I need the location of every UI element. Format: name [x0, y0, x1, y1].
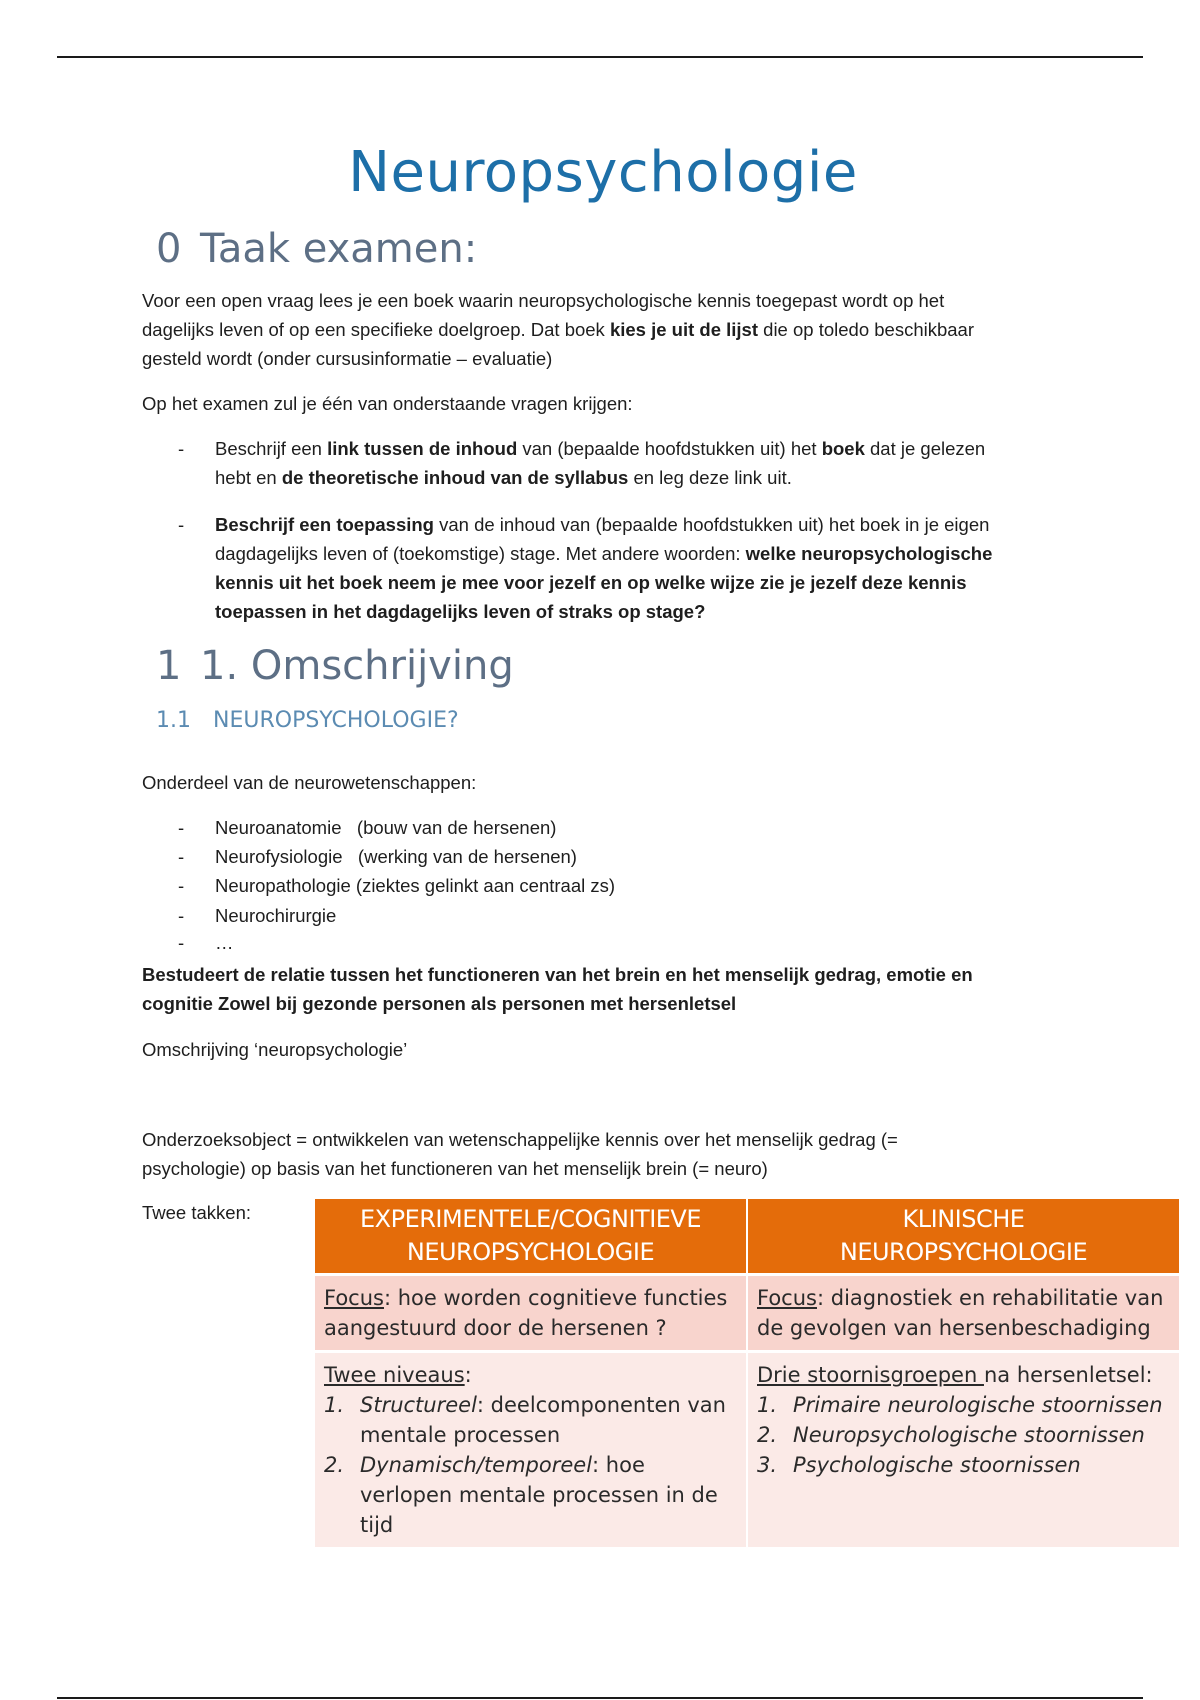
text-run: van de inhoud van (bepaalde hoofdstukken uit) het boek in je eigen [433, 514, 990, 535]
onderzoeksobject-paragraph [142, 1125, 1072, 1183]
list-item [324, 1450, 737, 1540]
bold-run: boek [821, 438, 865, 459]
omschrijving-label: Omschrijving ‘neuropsychologie’ [142, 1039, 408, 1060]
table-row [315, 1275, 1179, 1352]
text-line [215, 597, 1072, 626]
italic-term: Psychologische stoornissen [793, 1453, 1081, 1477]
list-text: Neurofysiologie (werking van de hersenen) [215, 846, 577, 867]
table-cell-niveaus [315, 1352, 747, 1548]
list-dash: - [178, 932, 185, 953]
niveaus-list [324, 1390, 737, 1540]
subsection-title: NEUROPSYCHOLOGIE? [213, 708, 459, 733]
text-run: en leg deze link uit. [628, 467, 792, 488]
italic-term: Dynamisch/temporeel [360, 1453, 593, 1477]
list-dash: - [178, 875, 185, 896]
list-dash: - [178, 905, 185, 926]
header-line: EXPERIMENTELE/COGNITIEVE [359, 1205, 702, 1233]
subsection-number: 1.1 [156, 708, 191, 733]
list-item [757, 1390, 1170, 1420]
list-number: 2. [757, 1423, 778, 1447]
exam-questions-intro: Op het examen zul je één van onderstaande vragen krijgen: [142, 393, 633, 414]
bold-run: Beschrijf een toepassing [215, 514, 434, 535]
header-rule [57, 56, 1143, 58]
cell-text: na hersenletsel: [983, 1363, 1153, 1387]
table-cell-focus-experimenteel [315, 1275, 747, 1352]
table-header-experimenteel [315, 1199, 747, 1275]
bold-run: de theoretische inhoud van de syllabus [281, 467, 629, 488]
cell-text: : [464, 1363, 472, 1387]
text-line [142, 315, 1072, 344]
section-heading-taak-examen [156, 226, 477, 272]
text-run: van (bepaalde hoofdstukken uit) het [517, 438, 822, 459]
table-header-klinisch [747, 1199, 1179, 1275]
text-line: gesteld wordt (onder cursusinformatie – evaluatie) [142, 348, 553, 369]
italic-term: Primaire neurologische stoornissen [793, 1393, 1163, 1417]
section-title: 1. Omschrijving [200, 643, 514, 689]
text-run: dat je gelezen [864, 438, 986, 459]
list-text [215, 510, 1072, 626]
header-line: NEUROPSYCHOLOGIE [839, 1238, 1088, 1266]
list-dash: - [178, 846, 185, 867]
header-line: NEUROPSYCHOLOGIE [406, 1238, 655, 1266]
bold-run: welke neuropsychologische [745, 543, 993, 564]
list-text: … [215, 932, 234, 953]
text-line: Voor een open vraag lees je een boek waarin neuropsychologische kennis toegepast wordt op het [142, 290, 945, 311]
list-item [757, 1420, 1170, 1450]
underlined-label: Twee niveaus [324, 1363, 465, 1387]
section-title: Taak examen: [200, 226, 478, 272]
table-row [315, 1352, 1179, 1548]
cell-text: : hoe worden cognitieve functies aangestuurd door de hersenen ? [324, 1286, 728, 1340]
document-title: Neuropsychologie [348, 140, 858, 205]
text-run: dagdagelijks leven of (toekomstige) stage. Met andere woorden: [215, 543, 746, 564]
footer-rule [57, 1697, 1143, 1699]
list-item [324, 1390, 737, 1450]
list-text: Neuropathologie (ziektes gelinkt aan centraal zs) [215, 875, 616, 896]
bold-run: toepassen in het dagdagelijks leven of straks op stage? [215, 601, 706, 622]
definition-bold-paragraph [142, 960, 1072, 1018]
text-line [215, 568, 1072, 597]
text-line [215, 539, 1072, 568]
section-number: 1 [156, 643, 182, 689]
list-item [757, 1450, 1170, 1480]
text-line: cognitie Zowel bij gezonde personen als personen met hersenletsel [142, 993, 737, 1014]
list-number: 1. [324, 1393, 345, 1417]
underlined-label: Focus [324, 1286, 384, 1310]
text-line [215, 463, 1072, 492]
text-run: Beschrijf een [215, 438, 328, 459]
list-dash: - [178, 817, 185, 838]
bold-run: kies je uit de lijst [609, 319, 759, 340]
twee-takken-label: Twee takken: [142, 1202, 252, 1223]
neuropsychologie-branches-table [315, 1199, 1179, 1547]
list-text: Neurochirurgie [215, 905, 337, 926]
cell-label-line [757, 1360, 1170, 1390]
section-number: 0 [156, 226, 182, 272]
text-run: dagelijks leven of op een specifieke doelgroep. Dat boek [142, 319, 610, 340]
italic-term: Structureel [360, 1393, 477, 1417]
table-cell-focus-klinisch [747, 1275, 1179, 1352]
text-run: die op toledo beschikbaar [758, 319, 974, 340]
list-number: 3. [757, 1453, 778, 1477]
underlined-label: Focus [757, 1286, 817, 1310]
stoornisgroepen-list [757, 1390, 1170, 1480]
header-line: KLINISCHE [902, 1205, 1025, 1233]
text-line [215, 510, 1072, 539]
table-cell-stoornisgroepen [747, 1352, 1179, 1548]
text-line: psychologie) op basis van het functioneren van het menselijk brein (= neuro) [142, 1158, 768, 1179]
cell-text: : diagnostiek en rehabilitatie van de gevolgen van hersenbeschadiging [757, 1286, 1164, 1340]
text-run: hebt en [215, 467, 282, 488]
italic-term: Neuropsychologische stoornissen [793, 1423, 1145, 1447]
list-text: Neuroanatomie (bouw van de hersenen) [215, 817, 557, 838]
text-line: Bestudeert de relatie tussen het functioneren van het brein en het menselijk gedrag, emotie en [142, 964, 973, 985]
list-dash: - [178, 514, 185, 535]
cell-label-line [324, 1360, 737, 1390]
cell-text: : deelcomponenten van mentale processen [360, 1393, 726, 1447]
text-line: Onderzoeksobject = ontwikkelen van wetenschappelijke kennis over het menselijk gedrag (= [142, 1129, 898, 1150]
list-number: 2. [324, 1453, 345, 1477]
cell-text: : hoe verlopen mentale processen in de tijd [360, 1453, 718, 1537]
list-dash: - [178, 438, 185, 459]
neurowetenschappen-intro: Onderdeel van de neurowetenschappen: [142, 772, 477, 793]
list-text [215, 434, 1072, 492]
table-header-row [315, 1199, 1179, 1275]
list-number: 1. [757, 1393, 778, 1417]
subsection-heading-neuropsychologie [156, 708, 459, 733]
text-line [215, 434, 1072, 463]
bold-run: kennis uit het boek neem je mee voor jezelf en op welke wijze zie je jezelf deze kennis [215, 572, 967, 593]
exam-intro-paragraph [142, 286, 1072, 373]
underlined-label: Drie stoornisgroepen [757, 1363, 984, 1387]
bold-run: link tussen de inhoud [327, 438, 518, 459]
section-heading-omschrijving [156, 643, 514, 689]
